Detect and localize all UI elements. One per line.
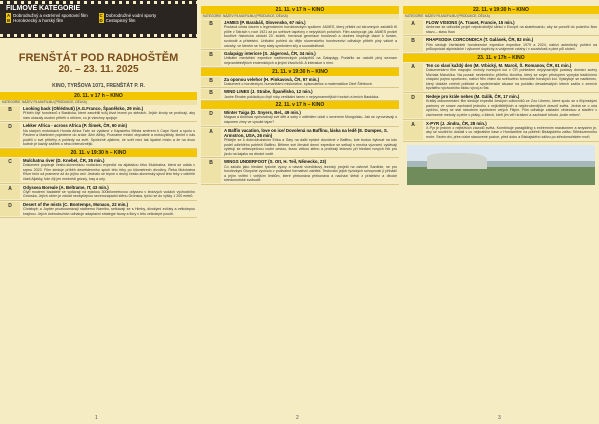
film-title: Mulchatna river (D. Knebel, ČR, 35 min.) [23,157,105,163]
film-title: Lekker Africa - across Africa (P. Šimek, ČR, 60 min) [23,123,127,129]
film-title: Odyssea Boreale (A. Beltrame, IT, 43 min.) [23,184,109,190]
film-title: Nedeje pro krále nebes (M. Gálik, ČR, 17 min.) [426,93,520,99]
table-head: KATEGORIE NÁZEV FILMU/FILMU (PRODUKCE, DÉLKA) [0,100,197,105]
legend-item: B Horolezecký a horský film [7,18,64,24]
table-head: KATEGORIE NÁZEV FILMU/FILMU (PRODUKCE, DÉLKA) [403,14,599,19]
film-description: Janire Etxabe pokládá po čtyři roky vertikální tanec v nejvyznamnějších horách a lesích Baskicka. [224,94,380,99]
category-code: B [201,20,221,48]
category-code: C [0,158,20,182]
legend-title: FILMOVÉ KATEGORIE [6,5,81,12]
film-description: Ambrose se odhodlal projet nejnáročnější silnici v Evropě na skateboardu, aby se ponořil do pulzního flow stavu – stavu flow. [426,25,597,34]
film-entry [0,157,197,184]
category-code: A [403,20,423,34]
film-description: Poutavá cesta časem s legendárním horolezeckým spolkem JAMES, který přitáhl od skromných začátků tři pilíře v Tatrách v roce 1921 až po světové úspěchy v nejvyšších pohořích. Film zachycuje, jak JAMES prošel bouřlivé historická období 20. století, formoval generace horolezců a dodnes inspiruje lásce k horám, svobodě a přátelství. Unikátní pohled do dějin slovenského horolezectví odhaluje příběh plný vášně a odvahy, ve kterém se hory staly symbolem síly a sounáležitosti. [224,25,397,48]
film-entry [403,93,599,120]
column-2 [201,0,399,424]
film-title: A Baffin vacation, love on ice/ Dovolená na Baffinu, láska na ledě (E. Dumpes, S. Armstron, USA, 26 min) [224,127,388,138]
film-description: Unikátní medvědní expedice nadšeneckých potápěčů na Galapágy. Podařilo se natočit plný seznam nejzranitelnějších endemických a jinými živočichů. A interakce s nimi. [224,56,397,65]
film-entry [201,19,399,50]
category-code: B [0,106,20,120]
film-title: JAMES (P. Barabáš, Slovensko, 67 min.) [224,20,306,25]
film-entry [201,50,399,67]
film-entry [403,19,599,36]
category-code: B [201,51,221,65]
film-description: Christoph a Jupiter prozkoumávají nádhernu Namibu, setkávají se s Himby, divokými zvířaty a velkolepou krajinou. Jejich dobrodružství odhaluje adaptační strategie fauny a flóry v této velkolepé poušti. [23,207,195,216]
column-1 [0,0,197,424]
film-title: Desert of the mists (C. Bontemps, Monaco, 22 min.) [23,201,129,207]
legend-item: D Cestopisný film [99,18,136,24]
film-entry [201,158,399,185]
category-code: A [201,128,221,157]
category-code: B [201,89,221,99]
festival-dates: 20. – 23. 11. 2025 [58,64,139,75]
film-entry [403,62,599,93]
film-title: WINGS UNDERFOOT (S. Ott, H. Teil, Německo, 23) [224,159,327,165]
film-description: Přidejte se k dobrodružstvím Erika a Sáry na dalši epické dovolené v Baffinu, kde budou bytovat na kdo podél odlehlého pobřeží Baffinu. Během své čtrnácti denní expedice se setkají s mnoha výzvami, vydávají vyletují se nebezpečnou vodní cestou, lezou velkou stěnu a prolézají ledovec při hledání nových řek pro jízdu na kajaku na divoké vodě. [224,137,397,156]
category-code: A [403,121,423,140]
legend-item: A Dobrodružný a extrémní sportovní film [7,13,88,18]
category-code: A [0,185,20,199]
column-3 [403,0,599,424]
film-title: Winter Taiga (D. Snyers, Bel., 49 min.) [224,110,301,116]
category-code: A [403,63,423,91]
category-code: D [0,123,20,147]
film-entry [403,36,599,53]
film-entry [0,105,197,122]
film-title: WIND LINES (J. Strabe, Španělsko, 12 min.) [224,89,313,95]
film-description: Krátký dokumentární film sleduje expedici českých odborníků ze Zoo Liberec, které spolu se s filipínskými partnery ve snaze zachránit jednoho z nejkritičtějších a nejohroženějších dravců světa. Jedná se o orla opičího, který se stal národním symbolem celých Filipín. Film odhaluje základní vědeckou a sladění v záchranné metody a péče o ptáky, o lidech, kteří jim věří krášení a zachraně tohoto „krále nebes“. [426,99,597,117]
category-code: B [201,159,221,183]
festival-title: FRENŠTÁT POD RADHOŠTĚM [18,52,179,64]
film-title: Looking back (Ohlédnutí) (A.G.Franco, Španělsko, 29 min.) [23,106,144,111]
film-title: RHAPSODIA CORCONDICA (T. Galásek, ČR, 82 min.) [426,37,534,43]
film-entry [0,184,197,201]
page-number: 1 [95,415,98,421]
category-code: B [201,77,221,87]
day-header: 22. 11. v 19:30 h – KINO [403,6,599,14]
day-header: 21. 11. v 17 h – KINO [201,6,399,14]
film-description: Čtyři moderní badatelé se vydávají na epickou 300kilometrovou odysseu v ledových vodách východního Grónska. Jejich cílem je zdolat neobyčejnou severozápadní stěnu Grónska, tyčící se do výšky 1 200 metrů. [23,189,195,199]
film-description: Dokumentární film mapující vrcholy horských kol v ČR pohledem nejvýraznější postavy domácí scény Michala Marošíka. Na pozadí nevšedního příběhu člověka, který se svým přístupem vymyká tradičnímu chápání pojmu sportovec, nabízí film vhled do světového formuláře horských kol. Vyskytuje se nadšenec, který dokáže změnit politické a společenské situace na počátku devadesátých letech zažila v zemích bývalého východního bloku vývoj a růst. [426,67,597,91]
day-header: 23. 11. v 17h – KINO [403,54,599,62]
landscape-photo [407,145,595,185]
film-description: Dokument popisuje česko-slovenskou vodáckou expedici na aljašskou řeku Mulchatna, která se udála v srpnu 2023. Film sleduje příběh desetidenního splutí této řeky po kilometrech divočiny. Řeka Mulchatna River teče od pramene až do jejího ústí. Jednalo se tepne o druhý česko-slovenský sjezd této řeky v odlehlé části Aljašky, kde žijí jen medvědi grizzly, losy a orly. [23,163,195,181]
day-header: 21. 11. v 19:30 h – KINO [201,68,399,76]
day-header: 22. 11. v 17 h – KINO [201,101,399,109]
page-number: 2 [296,415,299,421]
film-title: FLOW VISIONS (A. Trauet, Francie, 15 min.) [426,20,515,25]
venue: KINO, TYRŠOVA 1071, FRENŠTÁT P. R. [52,83,145,89]
film-description: Magsar a Anikhaa vychovávají své děti a sobý v odlehlém údolí v severním Mongolsku. Jak se vyrovnávají s náporem zimy ve vysoké tajze? [224,115,397,124]
film-entry [0,122,197,149]
film-entry [403,120,599,142]
category-code: D [403,94,423,118]
film-description: X-Pyr je jedním z nejtěžších závodů světa. Kombinuje paragliding s extrémním maratonem a smyslem je, aby se soutěžící dostali v co nejkratším čase z Hondarribie na pobřeží Biskajského zálivu Středozemního moře. Sedm dní, přes nízké stanovené pozice, před dobu a Biskajského zálivu po středomořském moři. [426,125,597,139]
film-entry [201,127,399,159]
film-entry [0,201,197,218]
film-title: Galapágy interiore (S. Jágerová, ČR, 34 min.) [224,51,316,57]
day-header: 20. 11. v 19:30 h – KINO [0,149,197,157]
film-title: X-PYR (J. Jindra, ČR, 28 min.) [426,120,487,126]
film-description: Film sleduje čtvrtstoletí horolezecké expedice expedice 1979 a 2024, nabízí autentický pohled na průkopnické alpinistické i výkonné úspěchy a vzájemné vztahy i v souvislosti a plné půl století. [426,42,597,52]
film-title: Za oponou velehor (H. Pinkavová, ČR, 97 min.) [224,76,320,82]
film-entry [201,88,399,101]
category-code: D [201,110,221,124]
day-header: 20. 11. v 17 h – KINO [0,92,197,100]
film-description: Dokument o horolezkyni, humanitární misionářce, spisovatelce a matematičce Dině Štěrbové. [224,81,373,86]
category-legend [0,0,197,38]
film-description: Co začalo jako hledání fyzické výzvy a návrat vícedílkový lezecký projekt na ostrově Sardinie, se pro horolezkyni Oluryche vyvinulo v podivatné formativní zážitek. Testování jejích fyzických schopností jí přinášíl a jejím vnitřní i vnějším limitům, které překonává překonává a nachází štěstí z přátelství a divoké stredomořské svobodě. [224,164,397,183]
film-description: Příběh čtyř horolezců z Baskicka, které zasvětili svůj život lezení po stěnách. Jejich životy se protínají, aby nám ukázaly osobní příběh o něčem, co je všechny spojuje. [23,111,195,120]
film-entry [201,76,399,89]
table-head: KATEGORIE NÁZEV FILMU/FILMU (PRODUKCE, DÉLKA) [201,14,399,19]
category-code: B [403,37,423,51]
film-entry [201,109,399,126]
film-description: Na starých motorkách Honda Africa Twin se vydáme z Kapského Města směrem k Cape Nord a spolu s Pavlem a Martinem pojedeme do srdce Jižní Afriky. Poznáme místní obyvatele a motocyklisty, klečet v nás podělí o své příběhy a pohledy na svět. Společně zjistíme, že svět není tak špatné místo a že na dvou kolech je každý zážitek o něco intenzivnější. [23,128,195,147]
legend-item: C Dobrodružné vodní sporty [99,13,157,18]
page-number: 3 [498,415,501,421]
category-code: D [0,202,20,216]
film-title: Ten co slaví každý den (M. Vrbický, M. Maroš, Š. Romanov, ČR, 61 min.) [426,62,572,68]
